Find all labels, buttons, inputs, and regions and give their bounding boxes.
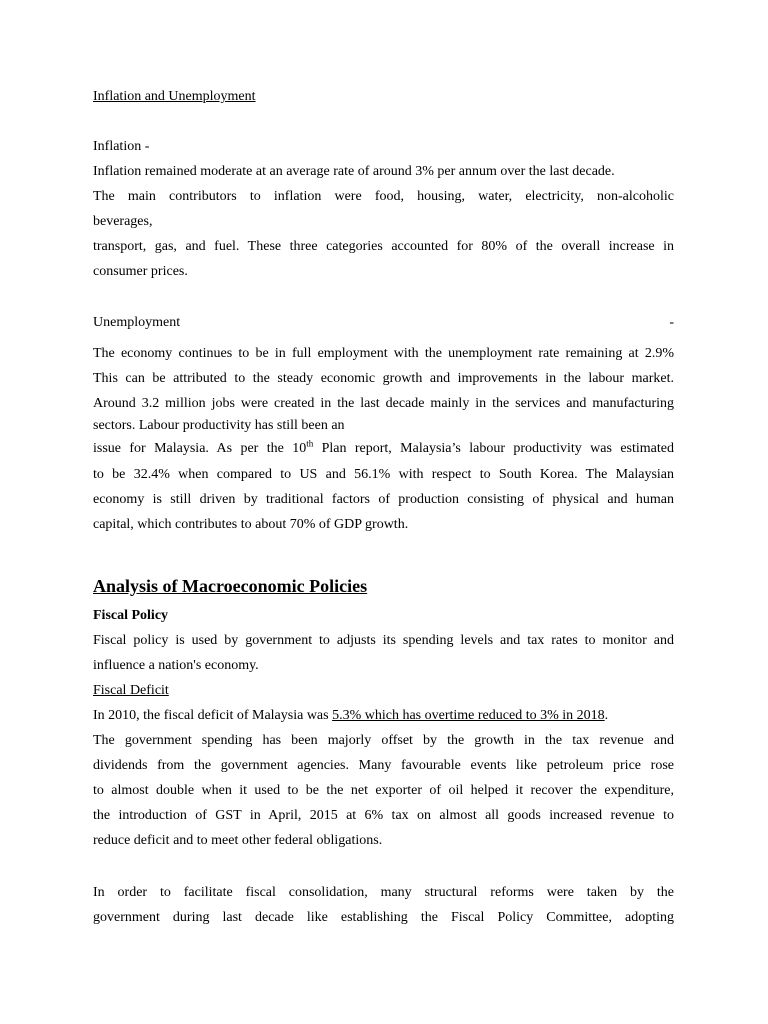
paragraph-line: consumer prices. (93, 264, 188, 279)
inflation-unemployment-heading-block (93, 84, 674, 109)
paragraph-line: reduce deficit and to meet other federal obligations. (93, 833, 383, 848)
deficit-first-line (93, 703, 674, 728)
section-heading: Analysis of Macroeconomic Policies (93, 576, 368, 596)
paragraph-line: The government spending has been majorly offset by the growth in the tax revenue and (93, 733, 674, 748)
issue-text-post: Plan report, Malaysia’s labour productivity was estimated (313, 441, 674, 456)
unemployment-label: Unemployment (93, 315, 181, 330)
unemployment-heading-row (93, 310, 674, 335)
fiscal-policy-block (93, 603, 674, 853)
paragraph-line: dividends from the government agencies. Many favourable events like petroleum price rose (93, 758, 674, 773)
issue-text-pre: issue for Malaysia. As per the 10 (93, 441, 307, 456)
unemployment-label-row (93, 310, 674, 335)
paragraph-line: sectors. Labour productivity has still been an (93, 418, 345, 433)
inflation-block (93, 134, 674, 284)
paragraph-line: influence a nation's economy. (93, 658, 259, 673)
productivity-line (93, 435, 674, 462)
macro-heading-block (93, 572, 674, 600)
paragraph-line: to be 32.4% when compared to US and 56.1% with respect to South Korea. The Malaysian (93, 467, 674, 482)
deficit-underlined-text: 5.3% which has overtime reduced to 3% in 2018 (332, 708, 605, 723)
paragraph-line: The main contributors to inflation were food, housing, water, electricity, non-alcoholic (93, 189, 674, 204)
inflation-label: Inflation - (93, 139, 150, 154)
paragraph-line: beverages, (93, 214, 153, 229)
fiscal-deficit-heading: Fiscal Deficit (93, 683, 169, 698)
paragraph-line: Around 3.2 million jobs were created in the last decade mainly in the services and manufacturing (93, 396, 674, 411)
paragraph-line: The economy continues to be in full employment with the unemployment rate remaining at 2.9% (93, 346, 674, 361)
unemployment-block (93, 341, 674, 537)
paragraph-line: economy is still driven by traditional factors of production consisting of physical and human (93, 492, 674, 507)
paragraph-line: Fiscal policy is used by government to adjusts its spending levels and tax rates to monitor and (93, 633, 674, 648)
section-heading: Inflation and Unemployment (93, 89, 256, 104)
paragraph-line: the introduction of GST in April, 2015 at 6% tax on almost all goods increased revenue to (93, 808, 674, 823)
deficit-text-post: . (604, 708, 609, 723)
paragraph-line: government during last decade like establishing the Fiscal Policy Committee, adopting (93, 910, 674, 925)
subsection-heading: Fiscal Policy (93, 608, 169, 623)
paragraph-line: This can be attributed to the steady economic growth and improvements in the labour market. (93, 371, 674, 386)
paragraph-line: transport, gas, and fuel. These three categories accounted for 80% of the overall increase in (93, 239, 674, 254)
paragraph-line: capital, which contributes to about 70% of GDP growth. (93, 517, 409, 532)
paragraph-line: In order to facilitate fiscal consolidation, many structural reforms were taken by the (93, 885, 674, 900)
consolidation-block (93, 880, 674, 930)
paragraph-line: to almost double when it used to be the net exporter of oil helped it recover the expenditure, (93, 783, 674, 798)
ordinal-suffix: th (306, 438, 314, 449)
paragraph-line: Inflation remained moderate at an average rate of around 3% per annum over the last decade. (93, 164, 615, 179)
unemployment-dash: - (669, 315, 674, 330)
deficit-text-pre: In 2010, the fiscal deficit of Malaysia was (93, 708, 333, 723)
